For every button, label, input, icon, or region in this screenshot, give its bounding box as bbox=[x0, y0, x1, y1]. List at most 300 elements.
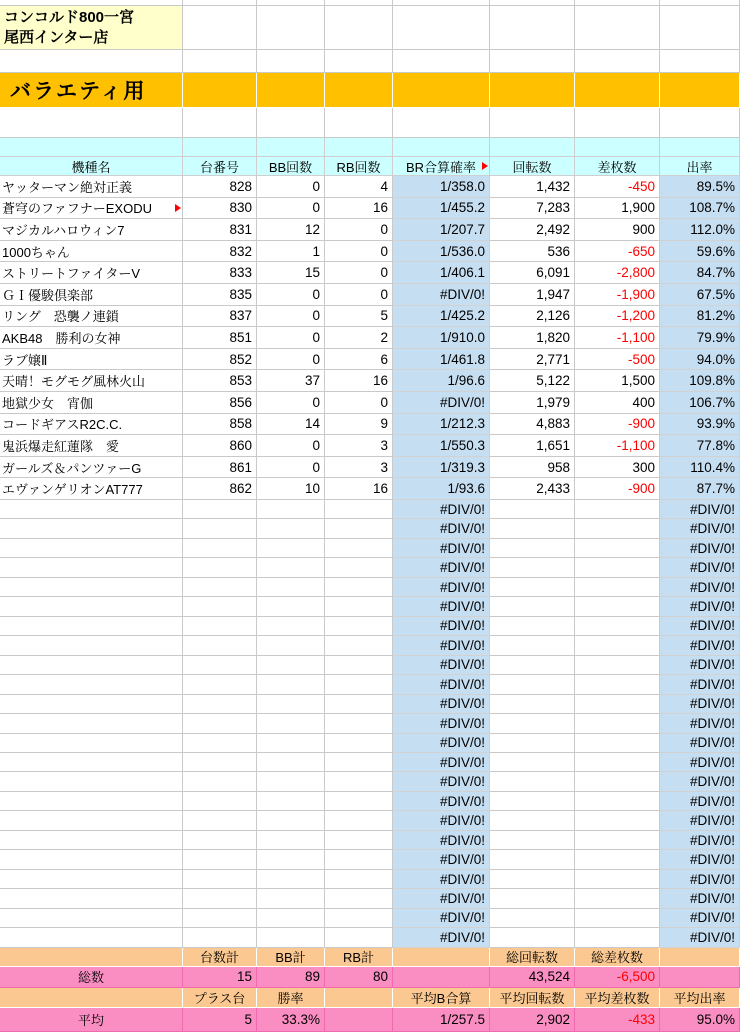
cell-bb-count[interactable] bbox=[257, 909, 325, 928]
cell-rb-count[interactable]: 0 bbox=[325, 241, 393, 263]
cell-br-rate[interactable]: #DIV/0! bbox=[393, 831, 490, 850]
cell-bb-count[interactable] bbox=[257, 597, 325, 616]
cell-unit-number[interactable] bbox=[183, 500, 257, 519]
cell-rb-count[interactable]: 0 bbox=[325, 262, 393, 284]
cell-machine-name[interactable] bbox=[0, 792, 183, 811]
cell-machine-name[interactable]: 天晴！モグモグ風林火山 bbox=[0, 370, 183, 392]
empty-cell[interactable] bbox=[393, 6, 490, 50]
cell-br-rate[interactable]: #DIV/0! bbox=[393, 656, 490, 675]
cell-unit-number[interactable] bbox=[183, 909, 257, 928]
cell-payout-rate[interactable]: 89.5% bbox=[660, 176, 740, 198]
cell-spin-count[interactable]: 1,947 bbox=[490, 284, 575, 306]
cell-unit-number[interactable] bbox=[183, 519, 257, 538]
cell-spin-count[interactable]: 1,651 bbox=[490, 435, 575, 457]
cell-br-rate[interactable]: 1/455.2 bbox=[393, 198, 490, 220]
cell-bb-count[interactable] bbox=[257, 850, 325, 869]
averages-rate-value[interactable]: 95.0% bbox=[660, 1008, 740, 1032]
cell-diff-medals[interactable] bbox=[575, 500, 660, 519]
totals-diff-value[interactable]: -6,500 bbox=[575, 967, 660, 988]
cell-bb-count[interactable] bbox=[257, 675, 325, 694]
totals-rb-value[interactable]: 80 bbox=[325, 967, 393, 988]
cell-payout-rate[interactable]: #DIV/0! bbox=[660, 597, 740, 616]
cell-spin-count[interactable] bbox=[490, 539, 575, 558]
cell-bb-count[interactable]: 12 bbox=[257, 219, 325, 241]
empty-cell[interactable] bbox=[575, 50, 660, 73]
cell-machine-name[interactable]: リング 恐襲ノ連鎖 bbox=[0, 306, 183, 328]
cell-diff-medals[interactable] bbox=[575, 519, 660, 538]
cell-diff-medals[interactable]: -900 bbox=[575, 414, 660, 436]
cell-spin-count[interactable]: 1,432 bbox=[490, 176, 575, 198]
cell-machine-name[interactable] bbox=[0, 870, 183, 889]
cell-diff-medals[interactable] bbox=[575, 656, 660, 675]
cell-br-rate[interactable]: #DIV/0! bbox=[393, 558, 490, 577]
averages-header-blank[interactable] bbox=[0, 988, 183, 1008]
cell-unit-number[interactable] bbox=[183, 928, 257, 947]
cell-payout-rate[interactable]: #DIV/0! bbox=[660, 636, 740, 655]
cell-payout-rate[interactable]: 67.5% bbox=[660, 284, 740, 306]
totals-header-spins[interactable]: 総回転数 bbox=[490, 948, 575, 967]
cell-payout-rate[interactable]: #DIV/0! bbox=[660, 831, 740, 850]
cell-diff-medals[interactable]: -1,900 bbox=[575, 284, 660, 306]
cell-machine-name[interactable] bbox=[0, 889, 183, 908]
cell-bb-count[interactable] bbox=[257, 500, 325, 519]
cell-br-rate[interactable]: #DIV/0! bbox=[393, 597, 490, 616]
cell-diff-medals[interactable]: -650 bbox=[575, 241, 660, 263]
cell-machine-name[interactable]: マジカルハロウィン7 bbox=[0, 219, 183, 241]
cell-payout-rate[interactable]: 81.2% bbox=[660, 306, 740, 328]
cell-payout-rate[interactable]: #DIV/0! bbox=[660, 850, 740, 869]
cell-bb-count[interactable] bbox=[257, 811, 325, 830]
cell-bb-count[interactable]: 15 bbox=[257, 262, 325, 284]
totals-header-blank[interactable] bbox=[0, 948, 183, 967]
cell-diff-medals[interactable] bbox=[575, 675, 660, 694]
cell-machine-name[interactable] bbox=[0, 753, 183, 772]
cell-machine-name[interactable] bbox=[0, 578, 183, 597]
cell-spin-count[interactable]: 958 bbox=[490, 457, 575, 479]
cell-spin-count[interactable]: 1,979 bbox=[490, 392, 575, 414]
section-label-cell[interactable]: バラエティ用 bbox=[0, 73, 183, 108]
cell-br-rate[interactable]: 1/425.2 bbox=[393, 306, 490, 328]
cell-bb-count[interactable]: 0 bbox=[257, 392, 325, 414]
cell-unit-number[interactable]: 831 bbox=[183, 219, 257, 241]
cell-spin-count[interactable] bbox=[490, 870, 575, 889]
cell-unit-number[interactable]: 832 bbox=[183, 241, 257, 263]
cell-bb-count[interactable] bbox=[257, 636, 325, 655]
cell-payout-rate[interactable]: 112.0% bbox=[660, 219, 740, 241]
cell-payout-rate[interactable]: #DIV/0! bbox=[660, 578, 740, 597]
empty-cell[interactable] bbox=[490, 50, 575, 73]
cell-spin-count[interactable] bbox=[490, 695, 575, 714]
cell-diff-medals[interactable]: -1,200 bbox=[575, 306, 660, 328]
cell-diff-medals[interactable]: 1,500 bbox=[575, 370, 660, 392]
cell-spin-count[interactable]: 4,883 bbox=[490, 414, 575, 436]
cell-diff-medals[interactable]: 400 bbox=[575, 392, 660, 414]
empty-cell[interactable] bbox=[575, 108, 660, 138]
totals-spins-value[interactable]: 43,524 bbox=[490, 967, 575, 988]
cell-machine-name[interactable] bbox=[0, 811, 183, 830]
cell-br-rate[interactable]: 1/212.3 bbox=[393, 414, 490, 436]
header-rb-count[interactable]: RB回数 bbox=[325, 157, 393, 176]
cell-rb-count[interactable] bbox=[325, 909, 393, 928]
cell-diff-medals[interactable]: -1,100 bbox=[575, 435, 660, 457]
cell-unit-number[interactable] bbox=[183, 636, 257, 655]
cell-spin-count[interactable] bbox=[490, 578, 575, 597]
empty-cell[interactable] bbox=[257, 108, 325, 138]
cell-payout-rate[interactable]: 110.4% bbox=[660, 457, 740, 479]
cyan-cell[interactable] bbox=[660, 138, 740, 157]
cell-payout-rate[interactable]: 87.7% bbox=[660, 478, 740, 500]
cell-rb-count[interactable] bbox=[325, 889, 393, 908]
header-unit-number[interactable]: 台番号 bbox=[183, 157, 257, 176]
cell-spin-count[interactable] bbox=[490, 714, 575, 733]
cell-br-rate[interactable]: #DIV/0! bbox=[393, 753, 490, 772]
cell-diff-medals[interactable] bbox=[575, 811, 660, 830]
cell-payout-rate[interactable]: 109.8% bbox=[660, 370, 740, 392]
cell-diff-medals[interactable] bbox=[575, 850, 660, 869]
cell-unit-number[interactable] bbox=[183, 734, 257, 753]
cell-rb-count[interactable]: 4 bbox=[325, 176, 393, 198]
cell-payout-rate[interactable]: #DIV/0! bbox=[660, 772, 740, 791]
cell-unit-number[interactable]: 828 bbox=[183, 176, 257, 198]
cell-rb-count[interactable] bbox=[325, 831, 393, 850]
cell-bb-count[interactable]: 0 bbox=[257, 198, 325, 220]
cell-spin-count[interactable]: 2,492 bbox=[490, 219, 575, 241]
cell-br-rate[interactable]: #DIV/0! bbox=[393, 636, 490, 655]
cell-payout-rate[interactable]: #DIV/0! bbox=[660, 675, 740, 694]
cell-bb-count[interactable] bbox=[257, 831, 325, 850]
cell-br-rate[interactable]: #DIV/0! bbox=[393, 889, 490, 908]
cell-spin-count[interactable] bbox=[490, 675, 575, 694]
empty-cell[interactable] bbox=[660, 6, 740, 50]
cell-rb-count[interactable] bbox=[325, 539, 393, 558]
cell-bb-count[interactable] bbox=[257, 519, 325, 538]
cell-unit-number[interactable]: 861 bbox=[183, 457, 257, 479]
cell-spin-count[interactable] bbox=[490, 558, 575, 577]
cell-unit-number[interactable]: 835 bbox=[183, 284, 257, 306]
cell-spin-count[interactable] bbox=[490, 909, 575, 928]
cell-machine-name[interactable] bbox=[0, 772, 183, 791]
cyan-cell[interactable] bbox=[257, 138, 325, 157]
cyan-cell[interactable] bbox=[575, 138, 660, 157]
cell-machine-name[interactable]: AKB48 勝利の女神 bbox=[0, 327, 183, 349]
cell-br-rate[interactable]: 1/536.0 bbox=[393, 241, 490, 263]
cell-machine-name[interactable] bbox=[0, 928, 183, 947]
cell-machine-name[interactable]: 地獄少女 宵伽 bbox=[0, 392, 183, 414]
cell-br-rate[interactable]: 1/461.8 bbox=[393, 349, 490, 371]
cyan-cell[interactable] bbox=[393, 138, 490, 157]
cell-rb-count[interactable]: 6 bbox=[325, 349, 393, 371]
cell-diff-medals[interactable]: -500 bbox=[575, 349, 660, 371]
averages-header-br[interactable]: 平均B合算 bbox=[393, 988, 490, 1008]
cell-machine-name[interactable]: 1000ちゃん bbox=[0, 241, 183, 263]
cell-bb-count[interactable]: 14 bbox=[257, 414, 325, 436]
cell-bb-count[interactable]: 0 bbox=[257, 176, 325, 198]
totals-header-blank[interactable] bbox=[660, 948, 740, 967]
cell-unit-number[interactable] bbox=[183, 539, 257, 558]
cell-rb-count[interactable]: 16 bbox=[325, 478, 393, 500]
cell-bb-count[interactable] bbox=[257, 734, 325, 753]
cell-spin-count[interactable] bbox=[490, 889, 575, 908]
cell-machine-name[interactable] bbox=[0, 909, 183, 928]
cell-unit-number[interactable] bbox=[183, 889, 257, 908]
averages-br-value[interactable]: 1/257.5 bbox=[393, 1008, 490, 1032]
cell-payout-rate[interactable]: #DIV/0! bbox=[660, 558, 740, 577]
cell-diff-medals[interactable] bbox=[575, 636, 660, 655]
cell-rb-count[interactable]: 5 bbox=[325, 306, 393, 328]
cell-rb-count[interactable] bbox=[325, 617, 393, 636]
cell-spin-count[interactable]: 5,122 bbox=[490, 370, 575, 392]
totals-row-label[interactable]: 総数 bbox=[0, 967, 183, 988]
cell-payout-rate[interactable]: 108.7% bbox=[660, 198, 740, 220]
header-bb-count[interactable]: BB回数 bbox=[257, 157, 325, 176]
cell-payout-rate[interactable]: 94.0% bbox=[660, 349, 740, 371]
cell-unit-number[interactable] bbox=[183, 578, 257, 597]
cell-bb-count[interactable] bbox=[257, 792, 325, 811]
cell-machine-name[interactable] bbox=[0, 636, 183, 655]
cell-br-rate[interactable]: #DIV/0! bbox=[393, 734, 490, 753]
cell-diff-medals[interactable] bbox=[575, 792, 660, 811]
cyan-cell[interactable] bbox=[183, 138, 257, 157]
cell-unit-number[interactable]: 856 bbox=[183, 392, 257, 414]
totals-header-bb[interactable]: BB計 bbox=[257, 948, 325, 967]
cell-diff-medals[interactable]: 300 bbox=[575, 457, 660, 479]
cell-diff-medals[interactable] bbox=[575, 597, 660, 616]
cell-unit-number[interactable] bbox=[183, 558, 257, 577]
cell-payout-rate[interactable]: #DIV/0! bbox=[660, 714, 740, 733]
band-cell[interactable] bbox=[490, 73, 575, 108]
totals-header-units[interactable]: 台数計 bbox=[183, 948, 257, 967]
cell-diff-medals[interactable]: 1,900 bbox=[575, 198, 660, 220]
cyan-cell[interactable] bbox=[0, 138, 183, 157]
cell-spin-count[interactable] bbox=[490, 500, 575, 519]
cell-payout-rate[interactable]: #DIV/0! bbox=[660, 519, 740, 538]
cell-payout-rate[interactable]: 93.9% bbox=[660, 414, 740, 436]
cell-bb-count[interactable]: 0 bbox=[257, 306, 325, 328]
cell-rb-count[interactable] bbox=[325, 597, 393, 616]
cell-machine-name[interactable] bbox=[0, 558, 183, 577]
empty-cell[interactable] bbox=[490, 6, 575, 50]
cell-br-rate[interactable]: 1/910.0 bbox=[393, 327, 490, 349]
cell-payout-rate[interactable]: #DIV/0! bbox=[660, 695, 740, 714]
cell-spin-count[interactable]: 2,771 bbox=[490, 349, 575, 371]
cyan-cell[interactable] bbox=[325, 138, 393, 157]
totals-units-value[interactable]: 15 bbox=[183, 967, 257, 988]
cell-rb-count[interactable] bbox=[325, 578, 393, 597]
cell-br-rate[interactable]: 1/319.3 bbox=[393, 457, 490, 479]
cell-payout-rate[interactable]: 77.8% bbox=[660, 435, 740, 457]
cell-spin-count[interactable] bbox=[490, 831, 575, 850]
empty-cell[interactable] bbox=[325, 50, 393, 73]
band-cell[interactable] bbox=[325, 73, 393, 108]
cell-unit-number[interactable]: 830 bbox=[183, 198, 257, 220]
cell-machine-name[interactable]: ストリートファイターV bbox=[0, 262, 183, 284]
averages-header-blank[interactable] bbox=[325, 988, 393, 1008]
averages-header-rate[interactable]: 平均出率 bbox=[660, 988, 740, 1008]
cell-payout-rate[interactable]: #DIV/0! bbox=[660, 870, 740, 889]
averages-header-winrate[interactable]: 勝率 bbox=[257, 988, 325, 1008]
cell-spin-count[interactable] bbox=[490, 772, 575, 791]
cell-spin-count[interactable] bbox=[490, 734, 575, 753]
cell-br-rate[interactable]: #DIV/0! bbox=[393, 811, 490, 830]
cell-rb-count[interactable]: 3 bbox=[325, 457, 393, 479]
cell-unit-number[interactable]: 833 bbox=[183, 262, 257, 284]
cell-br-rate[interactable]: #DIV/0! bbox=[393, 392, 490, 414]
cell-br-rate[interactable]: #DIV/0! bbox=[393, 500, 490, 519]
cell-unit-number[interactable]: 860 bbox=[183, 435, 257, 457]
totals-bb-value[interactable]: 89 bbox=[257, 967, 325, 988]
band-cell[interactable] bbox=[183, 73, 257, 108]
cell-machine-name[interactable] bbox=[0, 734, 183, 753]
cell-spin-count[interactable] bbox=[490, 753, 575, 772]
cell-unit-number[interactable] bbox=[183, 772, 257, 791]
cell-br-rate[interactable]: 1/550.3 bbox=[393, 435, 490, 457]
cell-payout-rate[interactable]: #DIV/0! bbox=[660, 928, 740, 947]
cell-br-rate[interactable]: 1/93.6 bbox=[393, 478, 490, 500]
empty-cell[interactable] bbox=[183, 108, 257, 138]
empty-cell[interactable] bbox=[325, 6, 393, 50]
cell-unit-number[interactable] bbox=[183, 792, 257, 811]
header-spin-count[interactable]: 回転数 bbox=[490, 157, 575, 176]
cell-diff-medals[interactable] bbox=[575, 695, 660, 714]
cell-spin-count[interactable] bbox=[490, 656, 575, 675]
cell-diff-medals[interactable] bbox=[575, 928, 660, 947]
cell-machine-name[interactable]: エヴァンゲリオンAT777 bbox=[0, 478, 183, 500]
cell-spin-count[interactable]: 2,433 bbox=[490, 478, 575, 500]
cell-unit-number[interactable] bbox=[183, 811, 257, 830]
empty-cell[interactable] bbox=[660, 50, 740, 73]
cell-diff-medals[interactable] bbox=[575, 772, 660, 791]
cell-diff-medals[interactable] bbox=[575, 617, 660, 636]
empty-cell[interactable] bbox=[183, 6, 257, 50]
cell-rb-count[interactable] bbox=[325, 675, 393, 694]
cell-spin-count[interactable] bbox=[490, 850, 575, 869]
cell-machine-name[interactable] bbox=[0, 656, 183, 675]
cell-br-rate[interactable]: #DIV/0! bbox=[393, 617, 490, 636]
empty-cell[interactable] bbox=[183, 50, 257, 73]
empty-cell[interactable] bbox=[257, 50, 325, 73]
cell-unit-number[interactable] bbox=[183, 695, 257, 714]
cell-diff-medals[interactable] bbox=[575, 889, 660, 908]
store-title-cell[interactable] bbox=[0, 6, 183, 50]
cell-br-rate[interactable]: 1/358.0 bbox=[393, 176, 490, 198]
cell-bb-count[interactable] bbox=[257, 695, 325, 714]
cell-payout-rate[interactable]: #DIV/0! bbox=[660, 909, 740, 928]
cell-payout-rate[interactable]: #DIV/0! bbox=[660, 889, 740, 908]
empty-cell[interactable] bbox=[257, 6, 325, 50]
cell-diff-medals[interactable] bbox=[575, 558, 660, 577]
cell-bb-count[interactable] bbox=[257, 656, 325, 675]
cell-machine-name[interactable] bbox=[0, 500, 183, 519]
empty-cell[interactable] bbox=[0, 50, 183, 73]
cell-payout-rate[interactable]: 59.6% bbox=[660, 241, 740, 263]
cell-bb-count[interactable]: 0 bbox=[257, 435, 325, 457]
cell-spin-count[interactable]: 2,126 bbox=[490, 306, 575, 328]
cell-unit-number[interactable] bbox=[183, 675, 257, 694]
cell-unit-number[interactable] bbox=[183, 850, 257, 869]
cell-br-rate[interactable]: 1/406.1 bbox=[393, 262, 490, 284]
cell-br-rate[interactable]: #DIV/0! bbox=[393, 675, 490, 694]
cell-diff-medals[interactable]: -2,800 bbox=[575, 262, 660, 284]
cell-machine-name[interactable] bbox=[0, 617, 183, 636]
cell-br-rate[interactable]: #DIV/0! bbox=[393, 578, 490, 597]
averages-winrate-value[interactable]: 33.3% bbox=[257, 1008, 325, 1032]
cell-payout-rate[interactable]: 84.7% bbox=[660, 262, 740, 284]
cell-machine-name[interactable] bbox=[0, 850, 183, 869]
cyan-cell[interactable] bbox=[490, 138, 575, 157]
cell-machine-name[interactable] bbox=[0, 597, 183, 616]
cell-payout-rate[interactable]: #DIV/0! bbox=[660, 734, 740, 753]
cell-rb-count[interactable] bbox=[325, 850, 393, 869]
cell-bb-count[interactable]: 1 bbox=[257, 241, 325, 263]
cell-bb-count[interactable] bbox=[257, 870, 325, 889]
empty-cell[interactable] bbox=[393, 108, 490, 138]
cell-br-rate[interactable]: #DIV/0! bbox=[393, 928, 490, 947]
cell-machine-name[interactable]: ラブ嬢Ⅱ bbox=[0, 349, 183, 371]
cell-rb-count[interactable]: 0 bbox=[325, 284, 393, 306]
averages-plus-value[interactable]: 5 bbox=[183, 1008, 257, 1032]
cell-rb-count[interactable]: 0 bbox=[325, 392, 393, 414]
cell-rb-count[interactable] bbox=[325, 500, 393, 519]
cell-bb-count[interactable]: 0 bbox=[257, 327, 325, 349]
cell-unit-number[interactable] bbox=[183, 597, 257, 616]
cell-unit-number[interactable] bbox=[183, 617, 257, 636]
cell-rb-count[interactable]: 2 bbox=[325, 327, 393, 349]
band-cell[interactable] bbox=[393, 73, 490, 108]
cell-rb-count[interactable] bbox=[325, 772, 393, 791]
cell-bb-count[interactable] bbox=[257, 617, 325, 636]
cell-spin-count[interactable] bbox=[490, 636, 575, 655]
cell-rb-count[interactable] bbox=[325, 811, 393, 830]
averages-blank-cell[interactable] bbox=[325, 1008, 393, 1032]
cell-bb-count[interactable] bbox=[257, 928, 325, 947]
cell-br-rate[interactable]: #DIV/0! bbox=[393, 284, 490, 306]
cell-rb-count[interactable] bbox=[325, 656, 393, 675]
cell-rb-count[interactable] bbox=[325, 558, 393, 577]
cell-rb-count[interactable] bbox=[325, 792, 393, 811]
cell-br-rate[interactable]: #DIV/0! bbox=[393, 695, 490, 714]
cell-rb-count[interactable]: 16 bbox=[325, 370, 393, 392]
header-machine-name[interactable]: 機種名 bbox=[0, 157, 183, 176]
cell-machine-name[interactable]: 蒼穹のファフナーEXODU bbox=[0, 198, 183, 220]
cell-spin-count[interactable] bbox=[490, 519, 575, 538]
cell-machine-name[interactable] bbox=[0, 519, 183, 538]
cell-machine-name[interactable]: ガールズ＆パンツァーG bbox=[0, 457, 183, 479]
cell-rb-count[interactable]: 0 bbox=[325, 219, 393, 241]
cell-bb-count[interactable] bbox=[257, 889, 325, 908]
cell-rb-count[interactable] bbox=[325, 753, 393, 772]
cell-diff-medals[interactable] bbox=[575, 714, 660, 733]
cell-unit-number[interactable] bbox=[183, 714, 257, 733]
cell-diff-medals[interactable] bbox=[575, 909, 660, 928]
cell-bb-count[interactable] bbox=[257, 772, 325, 791]
cell-unit-number[interactable] bbox=[183, 870, 257, 889]
cell-unit-number[interactable]: 837 bbox=[183, 306, 257, 328]
cell-payout-rate[interactable]: #DIV/0! bbox=[660, 753, 740, 772]
cell-diff-medals[interactable]: -450 bbox=[575, 176, 660, 198]
cell-machine-name[interactable] bbox=[0, 675, 183, 694]
cell-rb-count[interactable]: 16 bbox=[325, 198, 393, 220]
cell-unit-number[interactable] bbox=[183, 656, 257, 675]
cell-rb-count[interactable] bbox=[325, 636, 393, 655]
cell-machine-name[interactable] bbox=[0, 695, 183, 714]
cell-spin-count[interactable]: 6,091 bbox=[490, 262, 575, 284]
cell-diff-medals[interactable]: -900 bbox=[575, 478, 660, 500]
header-payout-rate[interactable]: 出率 bbox=[660, 157, 740, 176]
cell-spin-count[interactable] bbox=[490, 811, 575, 830]
empty-cell[interactable] bbox=[393, 50, 490, 73]
header-diff-medals[interactable]: 差枚数 bbox=[575, 157, 660, 176]
cell-bb-count[interactable] bbox=[257, 539, 325, 558]
